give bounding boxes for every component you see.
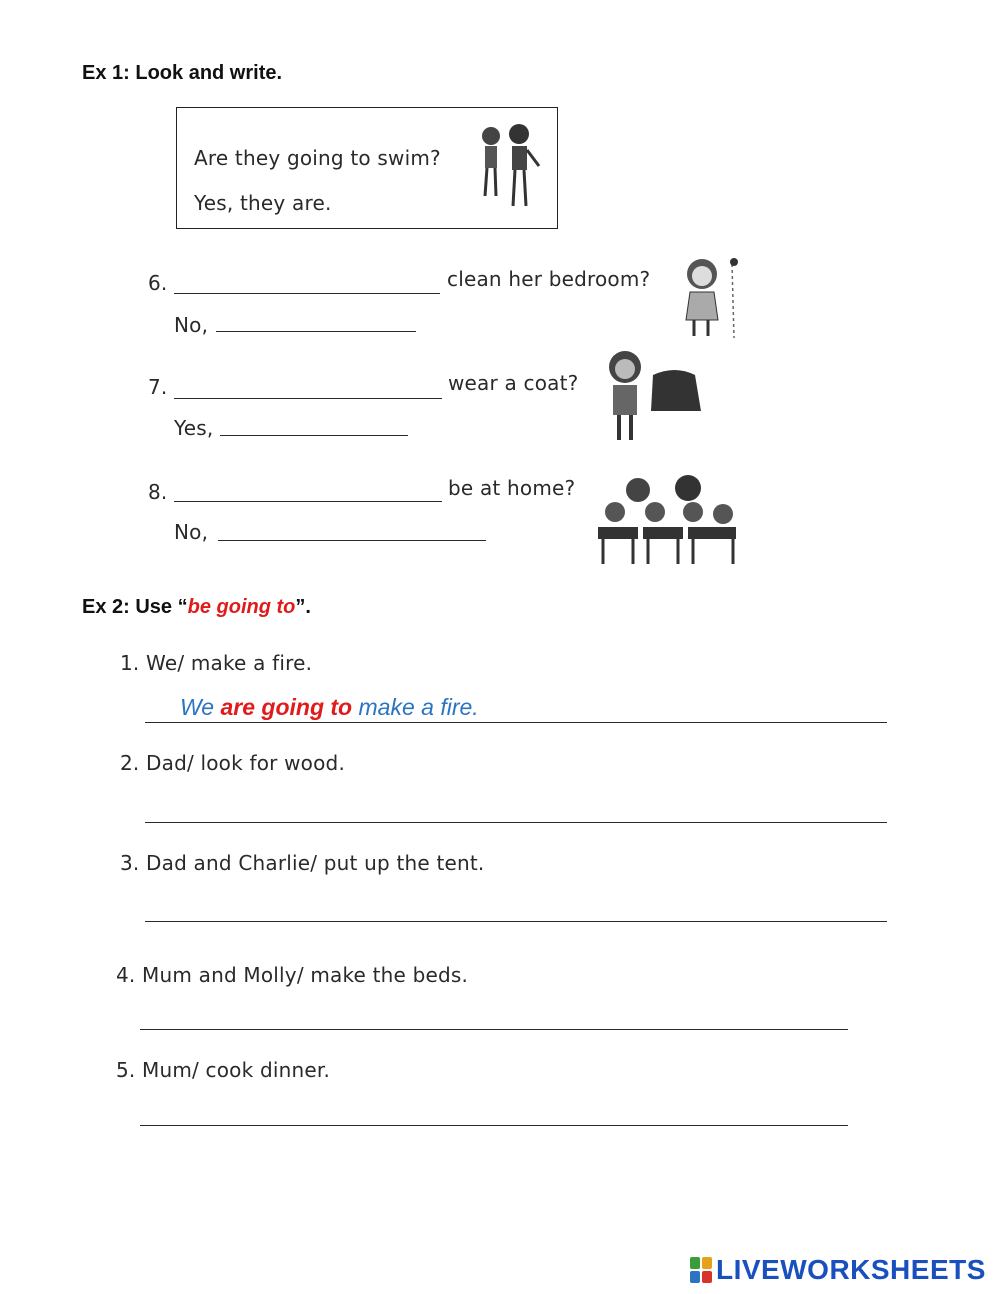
ex2-item-2-answer-line[interactable] bbox=[145, 822, 887, 823]
ex1-item-8-question-blank[interactable] bbox=[174, 501, 442, 502]
ex2-sample-answer bbox=[180, 694, 479, 721]
example-answer: Yes, they are. bbox=[194, 191, 332, 215]
sample-answer-part2: are going to bbox=[220, 694, 353, 720]
ex2-item-4-prompt: 4. Mum and Molly/ make the beds. bbox=[116, 963, 469, 987]
ex2-item-2-prompt: 2. Dad/ look for wood. bbox=[120, 751, 345, 775]
ex1-item-8-number: 8. bbox=[148, 480, 168, 504]
classroom-picture bbox=[593, 472, 743, 567]
ex2-item-3-prompt: 3. Dad and Charlie/ put up the tent. bbox=[120, 851, 485, 875]
girl-singing-picture bbox=[672, 250, 752, 342]
girl-with-coat-picture bbox=[595, 345, 705, 445]
ex2-heading-em: be going to bbox=[187, 596, 296, 618]
ex1-item-7-answer-blank[interactable] bbox=[220, 435, 408, 436]
sample-answer-part1: We bbox=[180, 694, 221, 720]
ex1-item-8-answer-start: No, bbox=[174, 520, 209, 544]
logo-text: LIVEWORKSHEETS bbox=[716, 1254, 986, 1285]
ex2-heading bbox=[82, 596, 311, 619]
example-question: Are they going to swim? bbox=[194, 146, 441, 170]
ex2-item-5-prompt: 5. Mum/ cook dinner. bbox=[116, 1058, 331, 1082]
ex1-item-7-question-end: wear a coat? bbox=[448, 371, 579, 395]
ex2-heading-prefix: Ex 2: Use “ bbox=[82, 596, 188, 618]
ex1-item-6-answer-start: No, bbox=[174, 313, 209, 337]
ex1-item-8-question-end: be at home? bbox=[448, 476, 576, 500]
ex1-item-8-answer-blank[interactable] bbox=[218, 540, 486, 541]
sample-answer-part3: make a fire. bbox=[352, 694, 479, 720]
ex1-item-6-number: 6. bbox=[148, 271, 168, 295]
ex1-item-6-question-end: clean her bedroom? bbox=[447, 267, 651, 291]
ex1-item-7-answer-start: Yes, bbox=[174, 416, 214, 440]
ex2-item-4-answer-line[interactable] bbox=[140, 1029, 848, 1030]
ex1-item-6-answer-blank[interactable] bbox=[216, 331, 416, 332]
ex1-item-6-question-blank[interactable] bbox=[174, 293, 440, 294]
example-box bbox=[176, 107, 558, 229]
ex2-item-5-answer-line[interactable] bbox=[140, 1125, 848, 1126]
ex1-heading: Ex 1: Look and write. bbox=[82, 62, 283, 84]
ex2-item-1-answer-line[interactable] bbox=[145, 722, 887, 723]
ex1-item-7-question-blank[interactable] bbox=[174, 398, 442, 399]
logo-blocks-icon bbox=[690, 1257, 712, 1283]
liveworksheets-logo bbox=[690, 1255, 986, 1285]
ex1-item-7-number: 7. bbox=[148, 375, 168, 399]
ex2-item-3-answer-line[interactable] bbox=[145, 921, 887, 922]
ex2-heading-suffix: ”. bbox=[295, 596, 311, 618]
ex2-item-1-prompt: 1. We/ make a fire. bbox=[120, 651, 313, 675]
swimmers-picture bbox=[469, 116, 549, 216]
